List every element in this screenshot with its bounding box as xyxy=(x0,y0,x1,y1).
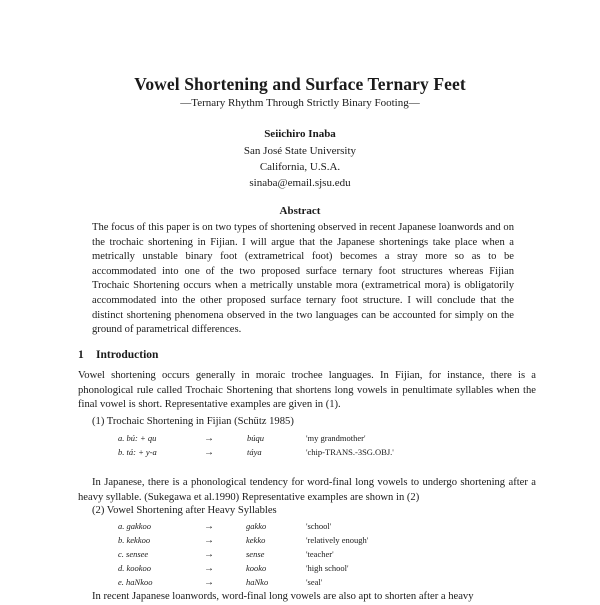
example-gloss: 'relatively enough' xyxy=(306,535,369,545)
paragraph-1: Vowel shortening occurs generally in moraic trochee languages. In Fijian, for instance, there is a phonological rule called Trochaic Shortening that shortens long vowels in penultimate syllables when the final vowel is short. Representative examples are given in (1). xyxy=(78,370,536,411)
section-heading xyxy=(78,349,158,361)
author-email[interactable]: sinaba@email.sjsu.edu xyxy=(249,177,351,189)
arrow-icon: → xyxy=(204,535,214,546)
example-row xyxy=(0,577,600,591)
section-number: 1 xyxy=(78,349,84,361)
arrow-icon: → xyxy=(204,447,214,458)
example-gloss: 'school' xyxy=(306,521,332,531)
example-output: kekko xyxy=(246,535,266,545)
arrow-icon: → xyxy=(204,521,214,532)
example-row xyxy=(0,563,600,577)
author-name: Seiichiro Inaba xyxy=(264,128,336,140)
paragraph-2: In Japanese, there is a phonological tendency for word-final long vowels to undergo shortening after a heavy syllable. (Sukegawa et al.1990) Representative examples are shown in (2) xyxy=(78,477,536,503)
paper-title: Vowel Shortening and Surface Ternary Feet xyxy=(134,74,466,94)
example-gloss: 'chip-TRANS.-3SG.OBJ.' xyxy=(306,447,394,457)
example-input: a. bú: + qu xyxy=(118,433,157,443)
example-2-label: (2) Vowel Shortening after Heavy Syllables xyxy=(92,505,277,516)
example-gloss: 'my grandmother' xyxy=(306,433,366,443)
arrow-icon: → xyxy=(204,577,214,588)
example-gloss: 'high school' xyxy=(306,563,349,573)
example-row xyxy=(0,535,600,549)
abstract-text: The focus of this paper is on two types of shortening observed in recent Japanese loanwords and on the trochaic shortening in Fijian. I will argue that the Japanese shortenings take place when a metrically unstable binary foot (extrametrical foot) becomes a stray more so as to be accommodated into one of the two proposed surface ternary foot structures whereas Fijian Trochaic Shortening occurs when a metrically unstable mora (extrametrical mora) is obligatorily accommodated into the other proposed surface ternary foot structure. I will conclude that the distinct shortening phenomena observed in the two languages can be accounted for simply on the ground of parametrical differences. xyxy=(92,222,514,336)
section-title: Introduction xyxy=(96,349,159,361)
example-output: haNko xyxy=(246,577,269,587)
abstract-heading: Abstract xyxy=(279,205,321,217)
paper-subtitle: —Ternary Rhythm Through Strictly Binary Footing— xyxy=(180,97,420,109)
example-output: kooko xyxy=(246,563,267,573)
example-output: táya xyxy=(247,447,262,457)
example-input: b. kekkoo xyxy=(118,535,151,545)
example-input: b. tá: + y-a xyxy=(118,447,157,457)
author-affiliation: San José State University xyxy=(243,145,357,157)
example-gloss: 'teacher' xyxy=(306,549,334,559)
example-gloss: 'seal' xyxy=(306,577,323,587)
example-input: a. gakkoo xyxy=(118,521,152,531)
example-output: sense xyxy=(246,549,265,559)
example-row xyxy=(0,549,600,563)
example-1-label: (1) Trochaic Shortening in Fijian (Schütz 1985) xyxy=(92,416,294,427)
author-location: California, U.S.A. xyxy=(259,161,341,173)
arrow-icon: → xyxy=(204,563,214,574)
example-row xyxy=(0,521,600,535)
example-input: d. kookoo xyxy=(118,563,152,573)
example-input: c. sensee xyxy=(118,549,149,559)
example-input: e. haNkoo xyxy=(118,577,153,587)
example-row xyxy=(0,433,600,447)
arrow-icon: → xyxy=(204,433,214,444)
example-output: gakko xyxy=(246,521,267,531)
example-output: búqu xyxy=(247,433,264,443)
arrow-icon: → xyxy=(204,549,214,560)
example-row xyxy=(0,447,600,461)
paragraph-3: In recent Japanese loanwords, word-final long vowels are also apt to shorten after a heavy xyxy=(92,591,474,602)
